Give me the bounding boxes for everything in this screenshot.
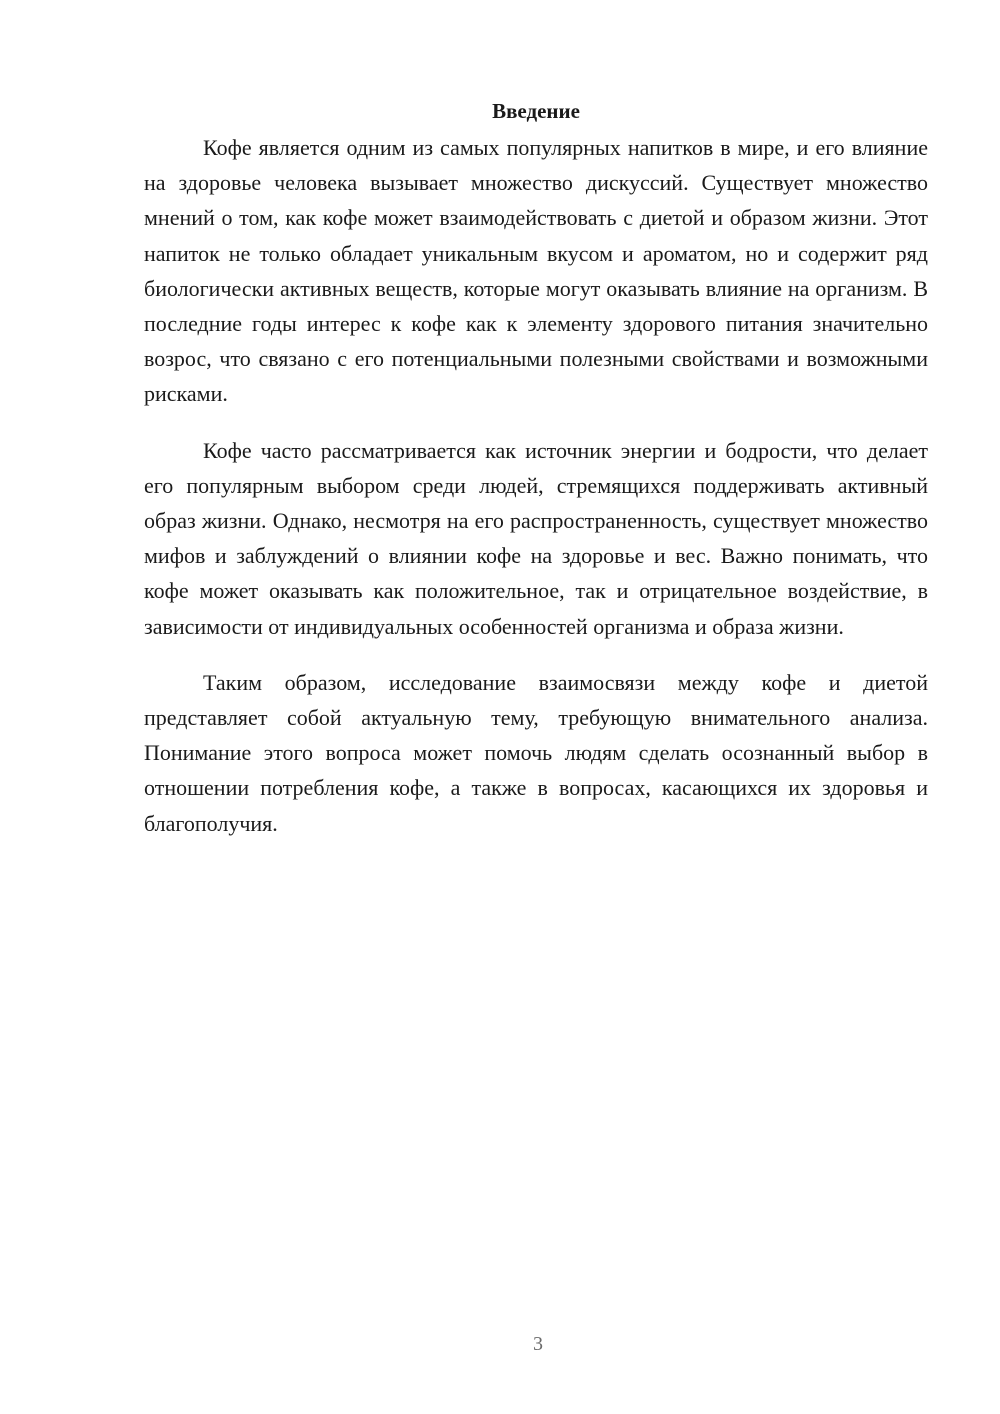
paragraph-2: Кофе часто рассматривается как источник энергии и бодрости, что делает его популярным выбором среди людей, стремящихся поддерживать активный образ жизни. Однако, несмотря на его распространенность, существует множество мифов и заблуждений о влиянии кофе на здоровье и вес. Важно понимать, что кофе может оказывать как положительное, так и отрицательное воздействие, в зависимости от индивидуальных особенностей организма и образа жизни.	[144, 437, 928, 639]
paragraph-1: Кофе является одним из самых популярных напитков в мире, и его влияние на здоровье человека вызывает множество дискуссий. Существует множество мнений о том, как кофе может взаимодействовать с диетой и образом жизни. Этот напиток не только обладает уникальным вкусом и ароматом, но и содержит ряд биологически активных веществ, которые могут оказывать влияние на организм. В последние годы интерес к кофе как к элементу здорового питания значительно возрос, что связано с его потенциальными полезными свойствами и возможными рисками.	[144, 135, 928, 407]
paragraph-3: Таким образом, исследование взаимосвязи между кофе и диетой представляет собой актуальную тему, требующую внимательного анализа. Понимание этого вопроса может помочь людям сделать осознанный выбор в отношении потребления кофе, а также в вопросах, касающихся их здоровья и благополучия.	[144, 669, 928, 836]
section-heading: Введение	[492, 99, 580, 123]
page-content	[144, 94, 928, 862]
page-number: 3	[533, 1333, 543, 1355]
